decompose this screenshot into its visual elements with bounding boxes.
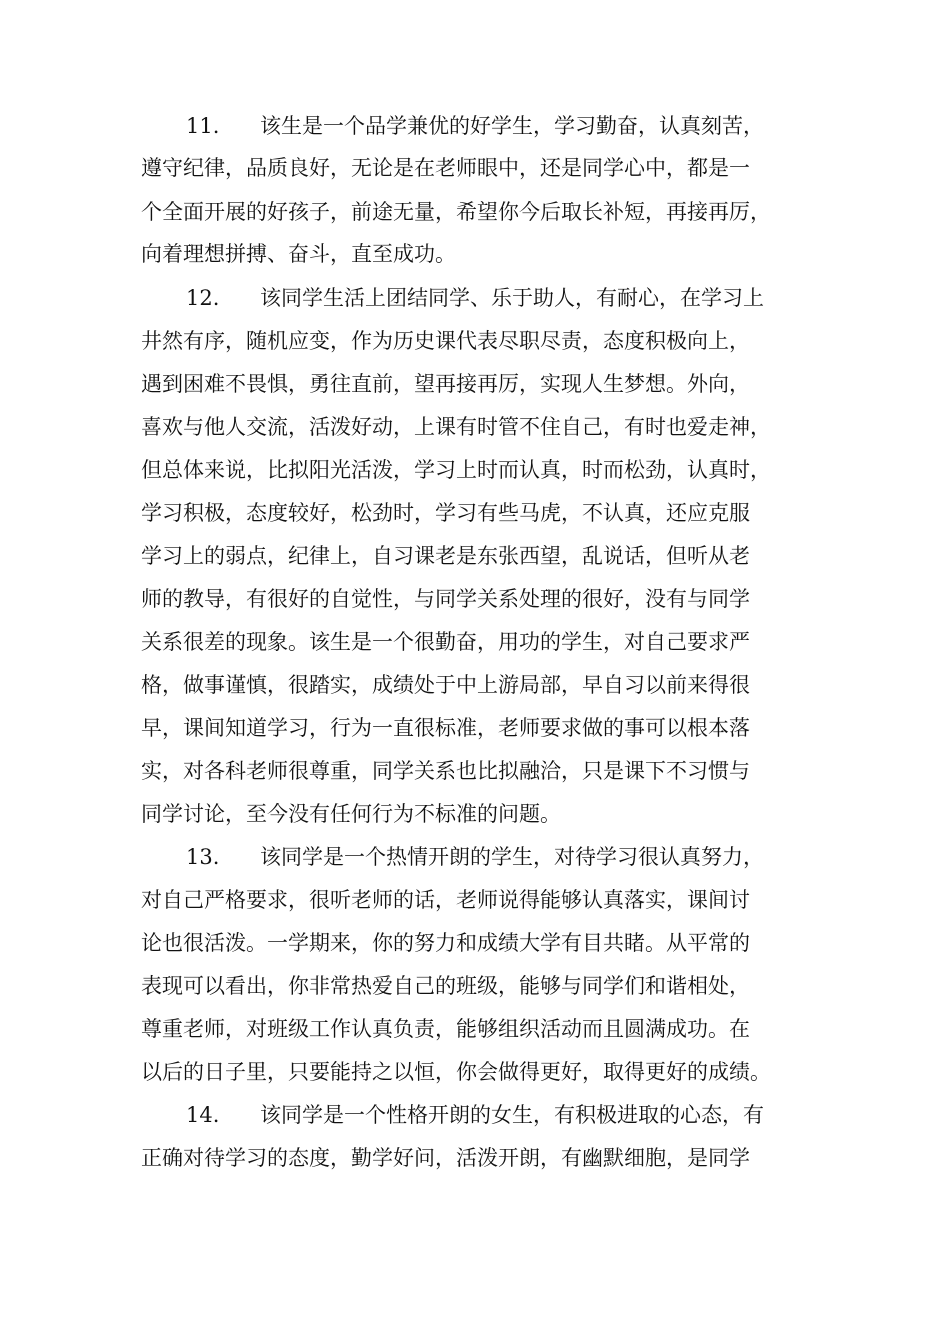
paragraph-first-line [141,283,811,313]
paragraph-text: 该生是一个品学兼优的好学生，学习勤奋，认真刻苦， [260,114,764,138]
paragraph-line: 关系很差的现象。该生是一个很勤奋，用功的学生，对自己要求严 [141,630,750,654]
paragraph-first-line [141,1100,811,1130]
paragraph-line: 遇到困难不畏惧，勇往直前，望再接再厉，实现人生梦想。外向， [141,372,750,396]
paragraph-line: 实，对各科老师很尊重，同学关系也比拟融洽，只是课下不习惯与 [141,759,750,783]
paragraph-text: 该同学生活上团结同学、乐于助人，有耐心，在学习上 [260,286,764,310]
paragraph-number: 13. [186,845,220,869]
paragraph-line: 学习上的弱点，纪律上，自习课老是东张西望，乱说话，但听从老 [141,544,750,568]
paragraph-line: 师的教导，有很好的自觉性，与同学关系处理的很好，没有与同学 [141,587,750,611]
paragraph-line: 对自己严格要求，很听老师的话，老师说得能够认真落实，课间讨 [141,888,750,912]
paragraph-line: 论也很活泼。一学期来，你的努力和成绩大学有目共睹。从平常的 [141,931,750,955]
paragraph-text: 该同学是一个热情开朗的学生，对待学习很认真努力， [260,845,764,869]
paragraph-line: 个全面开展的好孩子，前途无量，希望你今后取长补短，再接再厉， [141,200,771,224]
paragraph-line: 正确对待学习的态度，勤学好问，活泼开朗，有幽默细胞，是同学 [141,1146,750,1170]
paragraph-line: 尊重老师，对班级工作认真负责，能够组织活动而且圆满成功。在 [141,1017,750,1041]
paragraph-line: 学习积极，态度较好，松劲时，学习有些马虎，不认真，还应克服 [141,501,750,525]
paragraph-line: 同学讨论，至今没有任何行为不标准的问题。 [141,802,561,826]
paragraph-line: 但总体来说，比拟阳光活泼，学习上时而认真，时而松劲，认真时， [141,458,771,482]
paragraph-text: 该同学是一个性格开朗的女生，有积极进取的心态，有 [260,1103,764,1127]
paragraph-first-line [141,111,811,141]
paragraph-line: 早，课间知道学习，行为一直很标准，老师要求做的事可以根本落 [141,716,750,740]
paragraph-line: 向着理想拼搏、奋斗，直至成功。 [141,242,456,266]
paragraph-line: 遵守纪律，品质良好，无论是在老师眼中，还是同学心中，都是一 [141,156,750,180]
paragraph-line: 以后的日子里，只要能持之以恒，你会做得更好，取得更好的成绩。 [141,1060,771,1084]
paragraph-number: 11. [186,114,220,138]
paragraph-number: 12. [186,286,220,310]
paragraph-number: 14. [186,1103,220,1127]
paragraph-line: 喜欢与他人交流，活泼好动，上课有时管不住自己，有时也爱走神， [141,415,771,439]
paragraph-line: 格，做事谨慎，很踏实，成绩处于中上游局部，早自习以前来得很 [141,673,750,697]
paragraph-line: 井然有序，随机应变，作为历史课代表尽职尽责，态度积极向上， [141,329,750,353]
paragraph-line: 表现可以看出，你非常热爱自己的班级，能够与同学们和谐相处， [141,974,750,998]
paragraph-first-line [141,842,811,872]
